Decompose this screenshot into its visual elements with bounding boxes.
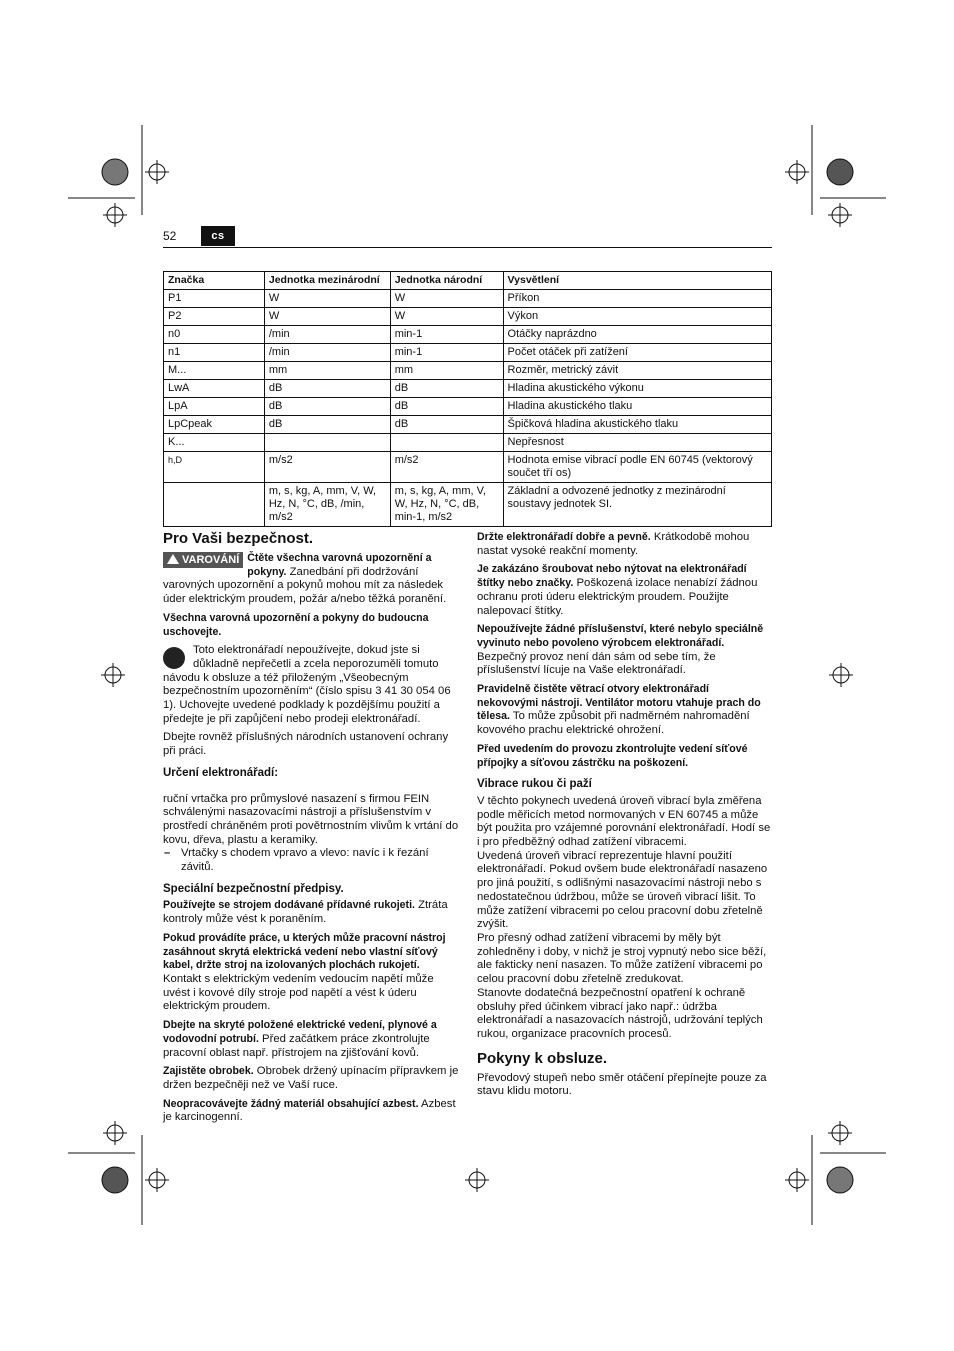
- purpose-title: Určení elektronářadí:: [163, 766, 279, 779]
- table-cell: Hodnota emise vibrací podle EN 60745 (vektorový součet tří os): [503, 452, 771, 483]
- rule-1: [163, 899, 459, 926]
- list-item: – Vrtačky s chodem vpravo a vlevo: navíc i k řezání závitů.: [181, 847, 459, 874]
- table-cell: K...: [164, 434, 265, 452]
- table-cell: m/s2: [390, 452, 503, 483]
- table-cell: Otáčky naprázdno: [503, 326, 771, 344]
- keep-instructions: [163, 612, 459, 639]
- table-row: [164, 290, 772, 308]
- rule-bold: Nepoužívejte žádné příslušenství, které nebylo speciálně vyvinuto nebo povoleno výrobcem elektronářadí.: [477, 623, 764, 649]
- table-cell: P1: [164, 290, 265, 308]
- symbols-table: [163, 271, 772, 527]
- vibration-p4: Stanovte dodatečná bezpečnostní opatření k ochraně obsluhy před účinkem vibrací jako např.: údržba elektronářadí a nasazovacích nástrojů, udržování teplých rukou, organizace pracovních procesů.: [477, 986, 763, 1040]
- table-cell: Rozměr, metrický závit: [503, 362, 771, 380]
- table-row: [164, 380, 772, 398]
- table-row: [164, 416, 772, 434]
- purpose-list: [163, 847, 459, 874]
- vibration-p3: Pro přesný odhad zatížení vibracemi by měly být zohledněny i doby, v nichž je stroj vypnutý nebo sice běží, ale fakticky není nasazen. To může zatížení vibracemi po celou pracovní dobu zřetelně zredukovat.: [477, 931, 767, 986]
- national-paragraph: Dbejte rovněž příslušných národních ustanovení ochrany při práci.: [163, 731, 449, 758]
- rule-bold: Neopracovávejte žádný materiál obsahující azbest.: [163, 1097, 419, 1110]
- table-row: [164, 398, 772, 416]
- vibration-p2: Uvedená úroveň vibrací reprezentuje hlavní použití elektronářadí. Pokud ovšem bude elektronářadí nasazeno pro jiná použití, s odlišnými nasazovacími nástroji nebo s nedostatečnou údržbou, může se úroveň vibrací lišit. To může zatížení vibracemi po celou pracovní dobu zřetelně zvýšit.: [477, 849, 768, 931]
- rule-4: [163, 1065, 459, 1092]
- section-title-operation: Pokyny k obsluze.: [477, 1049, 608, 1067]
- table-cell: W: [390, 308, 503, 326]
- table-cell: W: [264, 308, 390, 326]
- table-header: Vysvětlení: [503, 272, 771, 290]
- rule-bold: Je zakázáno šroubovat nebo nýtovat na elektronářadí štítky nebo značky.: [477, 563, 747, 590]
- rule-bold: Pokud provádíte práce, u kterých může pracovní nástroj zasáhnout skrytá elektrická vedení nebo vlastní síťový kabel, držte stroj na izolovaných plochách rukojetí.: [163, 931, 446, 972]
- table-cell: Hladina akustického tlaku: [503, 398, 771, 416]
- manual-paragraph: [163, 644, 459, 726]
- table-cell: dB: [390, 380, 503, 398]
- table-row: [164, 362, 772, 380]
- table-header: Jednotka mezinárodní: [264, 272, 390, 290]
- table-cell: n1: [164, 344, 265, 362]
- table-cell: Špičková hladina akustického tlaku: [503, 416, 771, 434]
- rule-text: Obrobek držený upínacím přípravkem je držen bezpečněji než ve Vaší ruce.: [163, 1065, 459, 1091]
- purpose-text: ruční vrtačka pro průmyslové nasazení s firmou FEIN schválenými nasazovacími nástroji a příslušenstvím v prostředí chráněném proti povětrnostním vlivům k vrtání do kovu, dřeva, plastu a keramiky.: [163, 792, 459, 846]
- warning-badge: [163, 552, 243, 568]
- table-cell: h,D: [164, 452, 265, 483]
- warning-icon: [167, 554, 179, 564]
- rule-text: Bezpečný provoz není dán sám od sebe tím, že příslušenství lícuje na Vaše elektronářadí.: [477, 650, 716, 677]
- table-cell: [264, 434, 390, 452]
- rule-bold: Držte elektronářadí dobře a pevně.: [477, 531, 651, 543]
- table-cell: dB: [264, 380, 390, 398]
- right-column: [477, 531, 772, 1104]
- table-header: Značka: [164, 272, 265, 290]
- vibration-p1: V těchto pokynech uvedená úroveň vibrací byla změřena podle měřicích metod normovaných v EN 60745 a může být použita pro vzájemné porovnání elektronářadí. Hodí se i pro předběžný odhad zatížení vibracemi.: [477, 794, 771, 849]
- table-cell: W: [390, 290, 503, 308]
- rule-text: To může způsobit při nadměrném nahromadění kovového prachu elektrické ohrožení.: [477, 710, 750, 737]
- table-cell: dB: [264, 416, 390, 434]
- keep-bold: Všechna varovná upozornění a pokyny do budoucna uschovejte.: [163, 611, 429, 638]
- table-cell: [390, 434, 503, 452]
- table-cell: LpA: [164, 398, 265, 416]
- table-cell: /min: [264, 344, 390, 362]
- rule-r2: [477, 563, 772, 618]
- rule-3: [163, 1019, 459, 1060]
- table-header-row: [164, 272, 772, 290]
- page-number: 52: [163, 229, 177, 243]
- rule-text: Před začátkem práce zkontrolujte pracovní oblast např. přístrojem na zjišťování kovů.: [163, 1032, 430, 1059]
- table-cell: dB: [390, 416, 503, 434]
- warning-paragraph: [163, 552, 459, 607]
- table-cell: dB: [264, 398, 390, 416]
- table-cell: Nepřesnost: [503, 434, 771, 452]
- table-cell: [164, 483, 265, 527]
- table-cell: /min: [264, 326, 390, 344]
- rule-5: [163, 1098, 459, 1125]
- table-row: [164, 326, 772, 344]
- table-cell: m, s, kg, A, mm, V, W, Hz, N, °C, dB, min-1, m/s2: [390, 483, 503, 527]
- left-column: [163, 530, 459, 1130]
- table-body: [164, 290, 772, 527]
- rule-bold: Zajistěte obrobek.: [163, 1065, 254, 1078]
- table-cell: Počet otáček při zatížení: [503, 344, 771, 362]
- table-cell: mm: [390, 362, 503, 380]
- rule-2: [163, 932, 459, 1014]
- table-cell: min-1: [390, 344, 503, 362]
- rule-r4: [477, 683, 772, 738]
- rule-r1: [477, 531, 772, 558]
- table-row: [164, 483, 772, 527]
- table-cell: LwA: [164, 380, 265, 398]
- rule-r3: [477, 623, 772, 678]
- table-row: [164, 434, 772, 452]
- special-title: Speciální bezpečnostní předpisy.: [163, 882, 344, 895]
- rule-bold: Před uvedením do provozu zkontrolujte vedení síťové přípojky a síťovou zástrčku na poškození.: [477, 742, 748, 769]
- warning-label: VAROVÁNÍ: [182, 554, 240, 566]
- table-cell: P2: [164, 308, 265, 326]
- section-title-safety: Pro Vaši bezpečnost.: [163, 530, 314, 547]
- warning-text: Zanedbání při dodržování varovných upozornění a pokynů mohou mít za následek úder elektrickým proudem, požár a/nebo těžká poranění.: [163, 565, 447, 606]
- read-manual-icon: [163, 647, 185, 669]
- manual-text: Toto elektronářadí nepoužívejte, dokud jste si důkladně nepřečetli a zcela neporozuměli tomuto návodu k obsluze a též přiloženým „Všeobecným bezpečnostním upozorněním“ (číslo spisu 3 41 30 054 06 1). Uchovejte uvedené podklady k pozdějšímu použití a předejte je při zapůjčení nebo prodeji elektronářadí.: [163, 644, 451, 725]
- table-row: [164, 344, 772, 362]
- rule-bold: Pravidelně čistěte větrací otvory elektronářadí nekovovými nástroji. Ventilátor motoru vtahuje prach do tělesa.: [477, 683, 761, 723]
- table-cell: Příkon: [503, 290, 771, 308]
- rule-text: Krátkodobě mohou nastat vysoké reakční momenty.: [477, 531, 750, 557]
- warning-bold: Čtěte všechna varovná upozornění a pokyny.: [247, 552, 432, 578]
- vibration-title: Vibrace rukou či paží: [477, 778, 592, 791]
- table-cell: Základní a odvozené jednotky z mezinárodní soustavy jednotek SI.: [503, 483, 771, 527]
- table-cell: W: [264, 290, 390, 308]
- table-cell: mm: [264, 362, 390, 380]
- rule-text: Poškozená izolace nenabízí žádnou ochranu proti úderu elektrickým proudem. Použijte nalepovací štítky.: [477, 577, 758, 617]
- table-cell: n0: [164, 326, 265, 344]
- table-cell: Hladina akustického výkonu: [503, 380, 771, 398]
- rule-r5: [477, 743, 772, 770]
- table-cell: LpCpeak: [164, 416, 265, 434]
- header-rule: [163, 247, 772, 248]
- rule-text: Ztráta kontroly může vést k poraněním.: [163, 899, 448, 926]
- rule-bold: Používejte se strojem dodávané přídavné rukojeti.: [163, 899, 415, 912]
- table-cell: M...: [164, 362, 265, 380]
- rule-bold: Dbejte na skryté položené elektrické vedení, plynové a vodovodní potrubí.: [163, 1019, 437, 1045]
- table-cell: m, s, kg, A, mm, V, W, Hz, N, °C, dB, /min, m/s2: [264, 483, 390, 527]
- table-header: Jednotka národní: [390, 272, 503, 290]
- table-row: [164, 308, 772, 326]
- table-cell: Výkon: [503, 308, 771, 326]
- operation-text: Převodový stupeň nebo směr otáčení přepínejte pouze za stavu klidu motoru.: [477, 1071, 767, 1098]
- table-row: [164, 452, 772, 483]
- table-cell: dB: [390, 398, 503, 416]
- table-cell: m/s2: [264, 452, 390, 483]
- language-badge: cs: [201, 226, 235, 246]
- table-cell: min-1: [390, 326, 503, 344]
- rule-text: Azbest je karcinogenní.: [163, 1097, 456, 1124]
- rule-text: Kontakt s elektrickým vedením vedoucím napětí může uvést i kovové díly stroje pod napětí a vést k úderu elektrickým proudem.: [163, 972, 434, 1013]
